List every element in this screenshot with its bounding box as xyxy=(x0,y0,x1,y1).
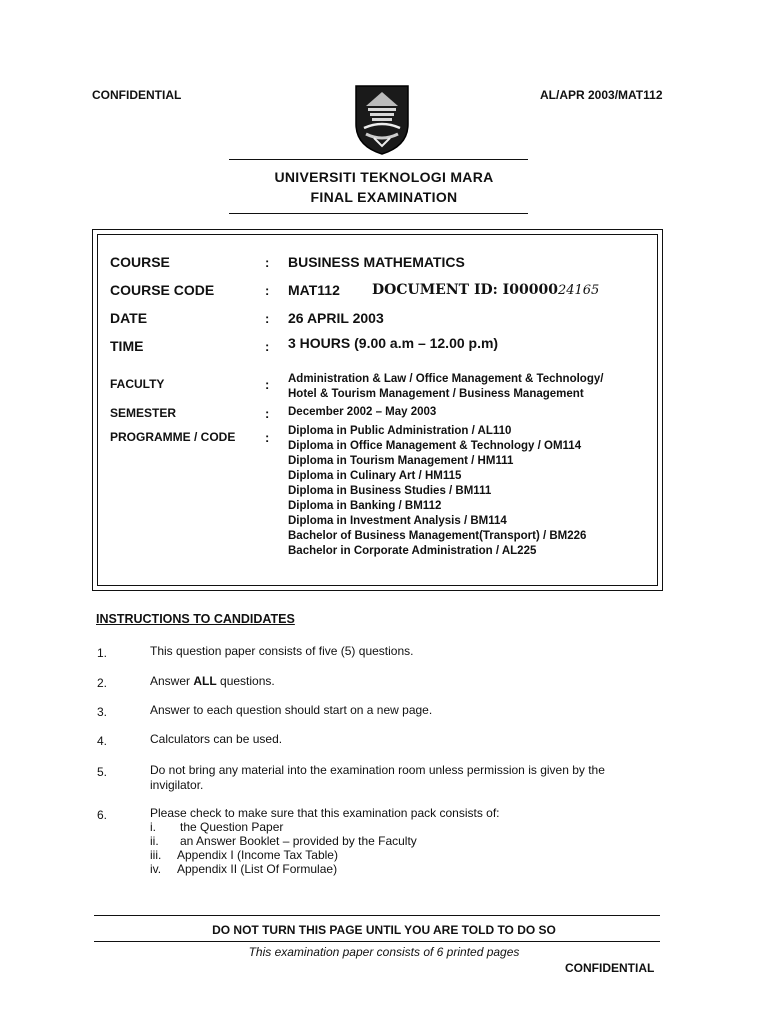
instruction-number: 6. xyxy=(97,808,108,822)
date-label: DATE xyxy=(110,310,148,326)
title-rule-top xyxy=(229,159,528,160)
page-count-note: This examination paper consists of 6 printed pages xyxy=(248,945,520,959)
programme-item: Diploma in Public Administration / AL110 xyxy=(288,425,512,437)
university-crest-icon xyxy=(352,84,412,156)
instruction-text-line: Do not bring any material into the examination room unless permission is given by the xyxy=(150,763,605,777)
university-name: UNIVERSITI TEKNOLOGI MARA xyxy=(274,169,494,185)
programme-item: Diploma in Office Management & Technology / OM114 xyxy=(288,440,582,452)
document-id-handwritten: 24165 xyxy=(557,283,600,298)
instruction-text: Please check to make sure that this examination pack consists of: xyxy=(150,806,500,820)
footer-confidential-label: CONFIDENTIAL xyxy=(565,961,655,975)
instruction-number: 5. xyxy=(97,765,108,779)
programme-item: Diploma in Business Studies / BM111 xyxy=(288,485,492,497)
semester-value: December 2002 – May 2003 xyxy=(288,406,437,418)
instruction-text xyxy=(150,763,695,793)
date-value: 26 APRIL 2003 xyxy=(288,310,384,326)
instruction-number: 2. xyxy=(97,676,108,690)
pack-item xyxy=(150,862,417,876)
course-code-label: COURSE CODE xyxy=(110,282,215,298)
pack-item-text: Appendix I (Income Tax Table) xyxy=(177,848,338,862)
programme-colon: : xyxy=(265,430,270,445)
pack-item xyxy=(150,834,417,848)
programme-item: Diploma in Tourism Management / HM111 xyxy=(288,455,514,467)
pack-item-text: the Question Paper xyxy=(180,820,284,834)
semester-label: SEMESTER xyxy=(110,406,177,420)
instruction-number: 1. xyxy=(97,646,108,660)
do-not-turn-warning: DO NOT TURN THIS PAGE UNTIL YOU ARE TOLD TO DO SO xyxy=(212,923,556,937)
programme-item: Diploma in Culinary Art / HM115 xyxy=(288,470,462,482)
faculty-line: Hotel & Tourism Management / Business Management xyxy=(288,388,584,400)
document-id xyxy=(372,282,599,298)
time-label: TIME xyxy=(110,338,144,354)
instruction-text: Calculators can be used. xyxy=(150,732,283,746)
programme-item: Bachelor in Corporate Administration / AL225 xyxy=(288,545,537,557)
programme-item: Diploma in Investment Analysis / BM114 xyxy=(288,515,507,527)
instruction-number: 4. xyxy=(97,734,108,748)
time-range: (9.00 a.m – 12.00 p.m) xyxy=(354,335,499,351)
pack-item-number: ii. xyxy=(150,834,159,848)
footer-rule-bottom xyxy=(94,941,660,942)
programme-item: Bachelor of Business Management(Transport) / BM226 xyxy=(288,530,587,542)
course-code-value: MAT112 xyxy=(288,282,340,298)
confidential-label: CONFIDENTIAL xyxy=(92,88,182,102)
pack-item-text: an Answer Booklet – provided by the Faculty xyxy=(180,834,417,848)
programme-label: PROGRAMME / CODE xyxy=(110,430,236,444)
course-code-colon: : xyxy=(265,283,270,298)
pack-item xyxy=(150,820,417,834)
instructions-title: INSTRUCTIONS TO CANDIDATES xyxy=(96,612,295,626)
pack-contents-list xyxy=(150,820,417,876)
paper-reference: AL/APR 2003/MAT112 xyxy=(540,88,663,102)
faculty-colon: : xyxy=(265,377,270,392)
date-colon: : xyxy=(265,311,270,326)
time-colon: : xyxy=(265,339,270,354)
faculty-value xyxy=(288,372,603,402)
instruction-text xyxy=(150,674,275,689)
pack-item-text: Appendix II (List Of Formulae) xyxy=(177,862,338,876)
semester-colon: : xyxy=(265,406,270,421)
time-value xyxy=(288,335,498,351)
exam-title: FINAL EXAMINATION xyxy=(310,189,458,205)
instruction-text-pre: Answer xyxy=(150,674,194,688)
document-id-label: DOCUMENT ID: I00000 xyxy=(372,282,558,298)
instruction-text: Answer to each question should start on a new page. xyxy=(150,703,433,717)
course-colon: : xyxy=(265,255,270,270)
instruction-number: 3. xyxy=(97,705,108,719)
programme-list xyxy=(288,424,586,559)
pack-item xyxy=(150,848,417,862)
faculty-line: Administration & Law / Office Management & Technology/ xyxy=(288,373,604,385)
footer-rule-top xyxy=(94,915,660,916)
instruction-text-post: questions. xyxy=(216,674,275,688)
programme-item: Diploma in Banking / BM112 xyxy=(288,500,442,512)
course-value: BUSINESS MATHEMATICS xyxy=(288,254,465,270)
pack-item-number: i. xyxy=(150,820,156,834)
instruction-text-emphasis: ALL xyxy=(193,674,217,688)
title-rule-bottom xyxy=(229,213,528,214)
faculty-label: FACULTY xyxy=(110,377,165,391)
course-label: COURSE xyxy=(110,254,170,270)
instruction-text-line: invigilator. xyxy=(150,778,204,792)
time-duration: 3 HOURS xyxy=(288,335,351,351)
instruction-text: This question paper consists of five (5) questions. xyxy=(150,644,414,658)
pack-item-number: iv. xyxy=(150,862,162,876)
pack-item-number: iii. xyxy=(150,848,162,862)
